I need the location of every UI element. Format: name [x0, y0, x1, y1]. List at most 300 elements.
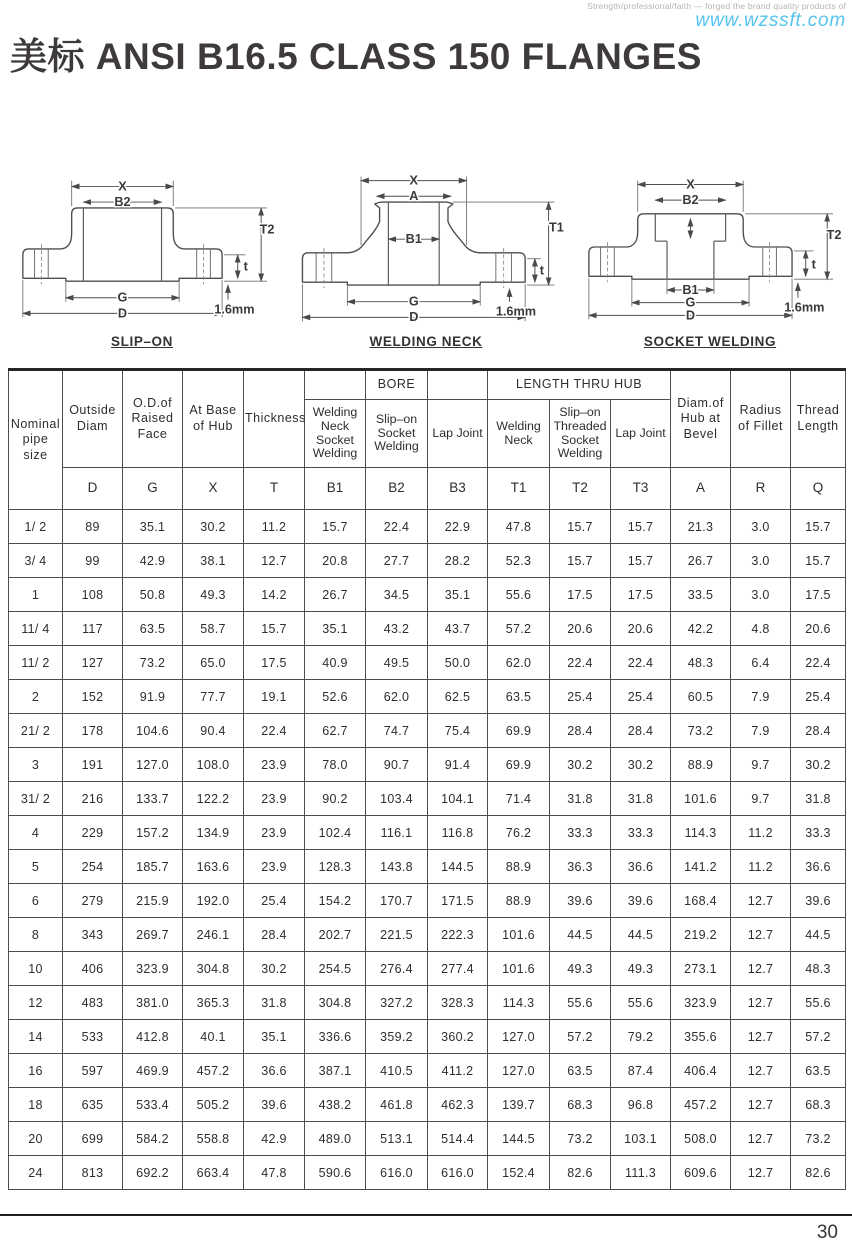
dim-label-t: t — [539, 263, 545, 278]
table-cell: 343 — [63, 918, 123, 952]
table-cell: 216 — [63, 782, 123, 816]
table-cell: 38.1 — [183, 544, 244, 578]
table-cell: 104.1 — [428, 782, 488, 816]
letter-t: T — [244, 468, 305, 510]
table-cell: 14 — [9, 1020, 63, 1054]
caption-socket-welding: SOCKET WELDING — [643, 334, 777, 349]
table-cell: 406 — [63, 952, 123, 986]
table-cell: 616.0 — [428, 1156, 488, 1190]
table-cell: 31/ 2 — [9, 782, 63, 816]
table-cell: 699 — [63, 1122, 123, 1156]
letter-r: R — [731, 468, 791, 510]
table-cell: 143.8 — [366, 850, 428, 884]
table-cell: 122.2 — [183, 782, 244, 816]
table-cell: 359.2 — [366, 1020, 428, 1054]
table-cell: 12.7 — [731, 1054, 791, 1088]
page-title: 美标 ANSI B16.5 CLASS 150 FLANGES — [10, 36, 702, 77]
table-cell: 663.4 — [183, 1156, 244, 1190]
table-cell: 12.7 — [731, 1020, 791, 1054]
table-cell: 221.5 — [366, 918, 428, 952]
table-cell: 387.1 — [305, 1054, 366, 1088]
table-cell: 28.4 — [611, 714, 671, 748]
table-cell: 44.5 — [611, 918, 671, 952]
table-cell: 11.2 — [244, 510, 305, 544]
table-cell: 246.1 — [183, 918, 244, 952]
table-cell: 20.6 — [611, 612, 671, 646]
letter-q: Q — [791, 468, 846, 510]
dim-label-b1: B1 — [405, 232, 422, 247]
table-cell: 88.9 — [671, 748, 731, 782]
table-row — [9, 1088, 846, 1122]
table-cell: 269.7 — [123, 918, 183, 952]
table-cell: 103.1 — [611, 1122, 671, 1156]
page-number: 30 — [816, 1222, 838, 1243]
table-cell: 39.6 — [244, 1088, 305, 1122]
table-cell: 30.2 — [550, 748, 611, 782]
diagram-welding-neck — [284, 163, 568, 349]
table-cell: 410.5 — [366, 1054, 428, 1088]
table-cell: 11/ 2 — [9, 646, 63, 680]
caption-welding-neck: WELDING NECK — [369, 334, 483, 349]
table-cell: 15.7 — [550, 510, 611, 544]
table-cell: 192.0 — [183, 884, 244, 918]
group-header-bore: BORE — [366, 370, 428, 400]
letter-d: D — [63, 468, 123, 510]
table-cell: 3.0 — [731, 578, 791, 612]
table-cell: 36.6 — [244, 1054, 305, 1088]
diagram-socket-welding — [568, 163, 852, 349]
bore-empty-cell-right — [428, 370, 488, 400]
table-cell: 60.5 — [671, 680, 731, 714]
dim-label-b2: B2 — [114, 194, 131, 209]
table-row — [9, 1156, 846, 1190]
table-cell: 116.8 — [428, 816, 488, 850]
table-row — [9, 782, 846, 816]
flange-diagrams — [0, 163, 852, 349]
table-cell: 692.2 — [123, 1156, 183, 1190]
table-cell: 47.8 — [488, 510, 550, 544]
table-cell: 87.4 — [611, 1054, 671, 1088]
table-cell: 73.2 — [123, 646, 183, 680]
table-cell: 20.6 — [550, 612, 611, 646]
table-cell: 304.8 — [305, 986, 366, 1020]
table-cell: 36.6 — [791, 850, 846, 884]
table-cell: 42.9 — [123, 544, 183, 578]
table-cell: 438.2 — [305, 1088, 366, 1122]
dim-label-g: G — [685, 295, 696, 310]
table-cell: 114.3 — [488, 986, 550, 1020]
dim-label-d: D — [685, 308, 696, 323]
table-cell: 22.4 — [791, 646, 846, 680]
table-cell: 9.7 — [731, 782, 791, 816]
dim-label-t: t — [243, 259, 248, 274]
table-cell: 44.5 — [550, 918, 611, 952]
table-cell: 55.6 — [550, 986, 611, 1020]
table-cell: 128.3 — [305, 850, 366, 884]
table-cell: 254 — [63, 850, 123, 884]
table-cell: 304.8 — [183, 952, 244, 986]
table-cell: 1 — [9, 578, 63, 612]
table-cell: 62.5 — [428, 680, 488, 714]
table-cell: 49.3 — [550, 952, 611, 986]
table-row — [9, 612, 846, 646]
table-cell: 5 — [9, 850, 63, 884]
col-header-radius-of-fillet: Radius of Fillet — [731, 370, 791, 468]
dim-label-gap: 1.6mm — [784, 300, 825, 315]
table-cell: 42.2 — [671, 612, 731, 646]
table-cell: 43.2 — [366, 612, 428, 646]
letter-b1: B1 — [305, 468, 366, 510]
table-cell: 22.4 — [244, 714, 305, 748]
table-cell: 35.1 — [305, 612, 366, 646]
table-cell: 47.8 — [244, 1156, 305, 1190]
table-cell: 57.2 — [791, 1020, 846, 1054]
table-cell: 43.7 — [428, 612, 488, 646]
table-cell: 360.2 — [428, 1020, 488, 1054]
table-cell: 116.1 — [366, 816, 428, 850]
table-cell: 381.0 — [123, 986, 183, 1020]
letter-g: G — [123, 468, 183, 510]
table-cell: 23.9 — [244, 782, 305, 816]
table-cell: 78.0 — [305, 748, 366, 782]
table-cell: 90.4 — [183, 714, 244, 748]
table-cell: 88.9 — [488, 884, 550, 918]
table-cell: 12 — [9, 986, 63, 1020]
table-cell: 63.5 — [791, 1054, 846, 1088]
table-cell: 469.9 — [123, 1054, 183, 1088]
table-row — [9, 544, 846, 578]
table-cell: 133.7 — [123, 782, 183, 816]
col-header-lap-joint-hub: Lap Joint — [611, 400, 671, 468]
table-cell: 276.4 — [366, 952, 428, 986]
table-cell: 461.8 — [366, 1088, 428, 1122]
table-cell: 62.7 — [305, 714, 366, 748]
table-cell: 202.7 — [305, 918, 366, 952]
col-header-outside-diam: Outside Diam — [63, 370, 123, 468]
table-cell: 277.4 — [428, 952, 488, 986]
table-cell: 25.4 — [791, 680, 846, 714]
table-cell: 49.3 — [183, 578, 244, 612]
table-cell: 273.1 — [671, 952, 731, 986]
table-cell: 18 — [9, 1088, 63, 1122]
letter-t2: T2 — [550, 468, 611, 510]
table-cell: 12.7 — [731, 1122, 791, 1156]
table-cell: 411.2 — [428, 1054, 488, 1088]
dim-label-b1: B1 — [682, 282, 699, 297]
table-cell: 99 — [63, 544, 123, 578]
col-header-od-raised-face: O.D.of Raised Face — [123, 370, 183, 468]
table-cell: 24 — [9, 1156, 63, 1190]
table-cell: 12.7 — [731, 918, 791, 952]
table-cell: 91.9 — [123, 680, 183, 714]
table-cell: 52.6 — [305, 680, 366, 714]
table-cell: 412.8 — [123, 1020, 183, 1054]
table-row — [9, 850, 846, 884]
table-cell: 104.6 — [123, 714, 183, 748]
dim-label-g: G — [408, 294, 419, 309]
table-cell: 62.0 — [366, 680, 428, 714]
table-cell: 505.2 — [183, 1088, 244, 1122]
table-cell: 44.5 — [791, 918, 846, 952]
table-cell: 55.6 — [488, 578, 550, 612]
table-cell: 48.3 — [671, 646, 731, 680]
table-cell: 39.6 — [550, 884, 611, 918]
letter-t1: T1 — [488, 468, 550, 510]
table-row — [9, 952, 846, 986]
table-cell: 33.3 — [611, 816, 671, 850]
table-cell: 22.4 — [611, 646, 671, 680]
letter-b2: B2 — [366, 468, 428, 510]
table-cell: 14.2 — [244, 578, 305, 612]
letter-a: A — [671, 468, 731, 510]
table-cell: 127.0 — [488, 1054, 550, 1088]
table-cell: 68.3 — [550, 1088, 611, 1122]
table-cell: 813 — [63, 1156, 123, 1190]
table-row — [9, 578, 846, 612]
table-cell: 23.9 — [244, 748, 305, 782]
letter-t3: T3 — [611, 468, 671, 510]
website-url: www.wzssft.com — [695, 10, 846, 31]
table-cell: 42.9 — [244, 1122, 305, 1156]
table-cell: 15.7 — [550, 544, 611, 578]
table-cell: 71.4 — [488, 782, 550, 816]
table-cell: 17.5 — [791, 578, 846, 612]
table-cell: 25.4 — [550, 680, 611, 714]
table-cell: 185.7 — [123, 850, 183, 884]
col-header-at-base-of-hub: At Base of Hub — [183, 370, 244, 468]
dim-label-g: G — [117, 290, 128, 305]
dim-label-a: A — [409, 189, 419, 204]
table-cell: 328.3 — [428, 986, 488, 1020]
table-cell: 171.5 — [428, 884, 488, 918]
table-cell: 63.5 — [550, 1054, 611, 1088]
table-cell: 82.6 — [791, 1156, 846, 1190]
table-cell: 55.6 — [791, 986, 846, 1020]
table-cell: 117 — [63, 612, 123, 646]
dim-label-d: D — [409, 310, 419, 325]
table-cell: 62.0 — [488, 646, 550, 680]
table-cell: 168.4 — [671, 884, 731, 918]
table-cell: 609.6 — [671, 1156, 731, 1190]
table-cell: 69.9 — [488, 714, 550, 748]
table-cell: 28.4 — [791, 714, 846, 748]
table-cell: 457.2 — [183, 1054, 244, 1088]
table-cell: 365.3 — [183, 986, 244, 1020]
table-cell: 39.6 — [611, 884, 671, 918]
table-cell: 7.9 — [731, 680, 791, 714]
table-cell: 101.6 — [488, 952, 550, 986]
table-cell: 25.4 — [244, 884, 305, 918]
dim-label-b2: B2 — [682, 193, 699, 208]
table-cell: 40.1 — [183, 1020, 244, 1054]
dim-label-t: t — [811, 257, 816, 272]
table-cell: 191 — [63, 748, 123, 782]
table-cell: 90.7 — [366, 748, 428, 782]
dim-label-gap: 1.6mm — [214, 302, 255, 317]
table-cell: 74.7 — [366, 714, 428, 748]
dim-label-d: D — [117, 306, 128, 321]
table-cell: 36.3 — [550, 850, 611, 884]
table-cell: 103.4 — [366, 782, 428, 816]
welding-neck-drawing — [284, 163, 568, 331]
slip-on-drawing — [2, 163, 282, 331]
table-cell: 9.7 — [731, 748, 791, 782]
table-cell: 33.5 — [671, 578, 731, 612]
table-cell: 12.7 — [731, 986, 791, 1020]
dim-label-t2: T2 — [259, 222, 275, 237]
table-cell: 111.3 — [611, 1156, 671, 1190]
table-row — [9, 680, 846, 714]
table-cell: 33.3 — [791, 816, 846, 850]
table-cell: 457.2 — [671, 1088, 731, 1122]
table-cell: 222.3 — [428, 918, 488, 952]
bore-empty-cell-left — [305, 370, 366, 400]
table-cell: 323.9 — [671, 986, 731, 1020]
table-cell: 483 — [63, 986, 123, 1020]
table-cell: 28.4 — [244, 918, 305, 952]
table-cell: 55.6 — [611, 986, 671, 1020]
table-cell: 12.7 — [731, 1088, 791, 1122]
dim-label-x: X — [118, 179, 127, 194]
table-cell: 77.7 — [183, 680, 244, 714]
table-cell: 28.4 — [550, 714, 611, 748]
table-cell: 144.5 — [428, 850, 488, 884]
table-cell: 79.2 — [611, 1020, 671, 1054]
table-cell: 108.0 — [183, 748, 244, 782]
table-cell: 6.4 — [731, 646, 791, 680]
table-cell: 20 — [9, 1122, 63, 1156]
table-cell: 336.6 — [305, 1020, 366, 1054]
table-cell: 73.2 — [550, 1122, 611, 1156]
table-cell: 35.1 — [428, 578, 488, 612]
table-cell: 20.6 — [791, 612, 846, 646]
caption-slip-on: SLIP–ON — [111, 334, 173, 349]
table-row — [9, 986, 846, 1020]
col-header-thickness: Thickness — [244, 370, 305, 468]
table-cell: 15.7 — [305, 510, 366, 544]
table-cell: 11/ 4 — [9, 612, 63, 646]
table-cell: 12.7 — [244, 544, 305, 578]
table-cell: 25.4 — [611, 680, 671, 714]
table-header — [9, 370, 846, 510]
table-cell: 3 — [9, 748, 63, 782]
dimension-table-area — [8, 368, 846, 1190]
table-cell: 30.2 — [244, 952, 305, 986]
table-cell: 57.2 — [550, 1020, 611, 1054]
table-cell: 102.4 — [305, 816, 366, 850]
col-header-lap-joint-bore: Lap Joint — [428, 400, 488, 468]
table-cell: 73.2 — [671, 714, 731, 748]
table-cell: 63.5 — [488, 680, 550, 714]
table-cell: 590.6 — [305, 1156, 366, 1190]
col-header-welding-neck-socket-welding: Welding Neck Socket Welding — [305, 400, 366, 468]
table-cell: 30.2 — [183, 510, 244, 544]
table-cell: 3/ 4 — [9, 544, 63, 578]
table-cell: 17.5 — [611, 578, 671, 612]
table-cell: 152.4 — [488, 1156, 550, 1190]
table-cell: 75.4 — [428, 714, 488, 748]
table-cell: 22.4 — [550, 646, 611, 680]
flange-dimensions-table — [8, 368, 846, 1190]
table-cell: 35.1 — [123, 510, 183, 544]
table-cell: 127.0 — [488, 1020, 550, 1054]
table-cell: 157.2 — [123, 816, 183, 850]
table-cell: 91.4 — [428, 748, 488, 782]
dim-label-t1: T1 — [548, 220, 564, 235]
table-cell: 355.6 — [671, 1020, 731, 1054]
col-header-welding-neck: Welding Neck — [488, 400, 550, 468]
table-cell: 108 — [63, 578, 123, 612]
table-cell: 7.9 — [731, 714, 791, 748]
table-cell: 21.3 — [671, 510, 731, 544]
table-cell: 514.4 — [428, 1122, 488, 1156]
table-cell: 15.7 — [611, 544, 671, 578]
table-cell: 39.6 — [791, 884, 846, 918]
table-cell: 17.5 — [550, 578, 611, 612]
table-cell: 49.3 — [611, 952, 671, 986]
col-header-slip-on-threaded-socket-welding: Slip–on Threaded Socket Welding — [550, 400, 611, 468]
table-cell: 40.9 — [305, 646, 366, 680]
table-cell: 33.3 — [550, 816, 611, 850]
table-cell: 327.2 — [366, 986, 428, 1020]
table-cell: 3.0 — [731, 544, 791, 578]
col-header-nominal-pipe-size: Nominal pipe size — [9, 370, 63, 510]
table-cell: 49.5 — [366, 646, 428, 680]
table-cell: 26.7 — [671, 544, 731, 578]
table-cell: 279 — [63, 884, 123, 918]
table-cell: 3.0 — [731, 510, 791, 544]
table-row — [9, 646, 846, 680]
brand-tagline: Strength/professional/faith — forged the brand quality products of — [587, 1, 846, 11]
table-cell: 65.0 — [183, 646, 244, 680]
table-cell: 4 — [9, 816, 63, 850]
table-cell: 28.2 — [428, 544, 488, 578]
table-cell: 23.9 — [244, 816, 305, 850]
table-cell: 508.0 — [671, 1122, 731, 1156]
table-cell: 76.2 — [488, 816, 550, 850]
table-cell: 597 — [63, 1054, 123, 1088]
table-cell: 10 — [9, 952, 63, 986]
table-cell: 36.6 — [611, 850, 671, 884]
table-row — [9, 816, 846, 850]
table-cell: 584.2 — [123, 1122, 183, 1156]
diagram-slip-on — [0, 163, 284, 349]
col-header-diam-hub-bevel: Diam.of Hub at Bevel — [671, 370, 731, 468]
dim-label-x: X — [409, 173, 419, 188]
table-cell: 2 — [9, 680, 63, 714]
socket-welding-drawing — [570, 163, 850, 331]
table-cell: 170.7 — [366, 884, 428, 918]
col-header-thread-length: Thread Length — [791, 370, 846, 468]
table-cell: 134.9 — [183, 816, 244, 850]
table-cell: 406.4 — [671, 1054, 731, 1088]
table-cell: 558.8 — [183, 1122, 244, 1156]
table-cell: 89 — [63, 510, 123, 544]
table-cell: 58.7 — [183, 612, 244, 646]
table-cell: 82.6 — [550, 1156, 611, 1190]
table-row — [9, 1020, 846, 1054]
table-cell: 12.7 — [731, 952, 791, 986]
table-row — [9, 1054, 846, 1088]
table-cell: 489.0 — [305, 1122, 366, 1156]
table-cell: 31.8 — [244, 986, 305, 1020]
table-cell: 31.8 — [611, 782, 671, 816]
table-cell: 22.4 — [366, 510, 428, 544]
col-header-slip-on-socket-welding: Slip–on Socket Welding — [366, 400, 428, 468]
table-cell: 6 — [9, 884, 63, 918]
table-cell: 101.6 — [488, 918, 550, 952]
table-cell: 4.8 — [731, 612, 791, 646]
